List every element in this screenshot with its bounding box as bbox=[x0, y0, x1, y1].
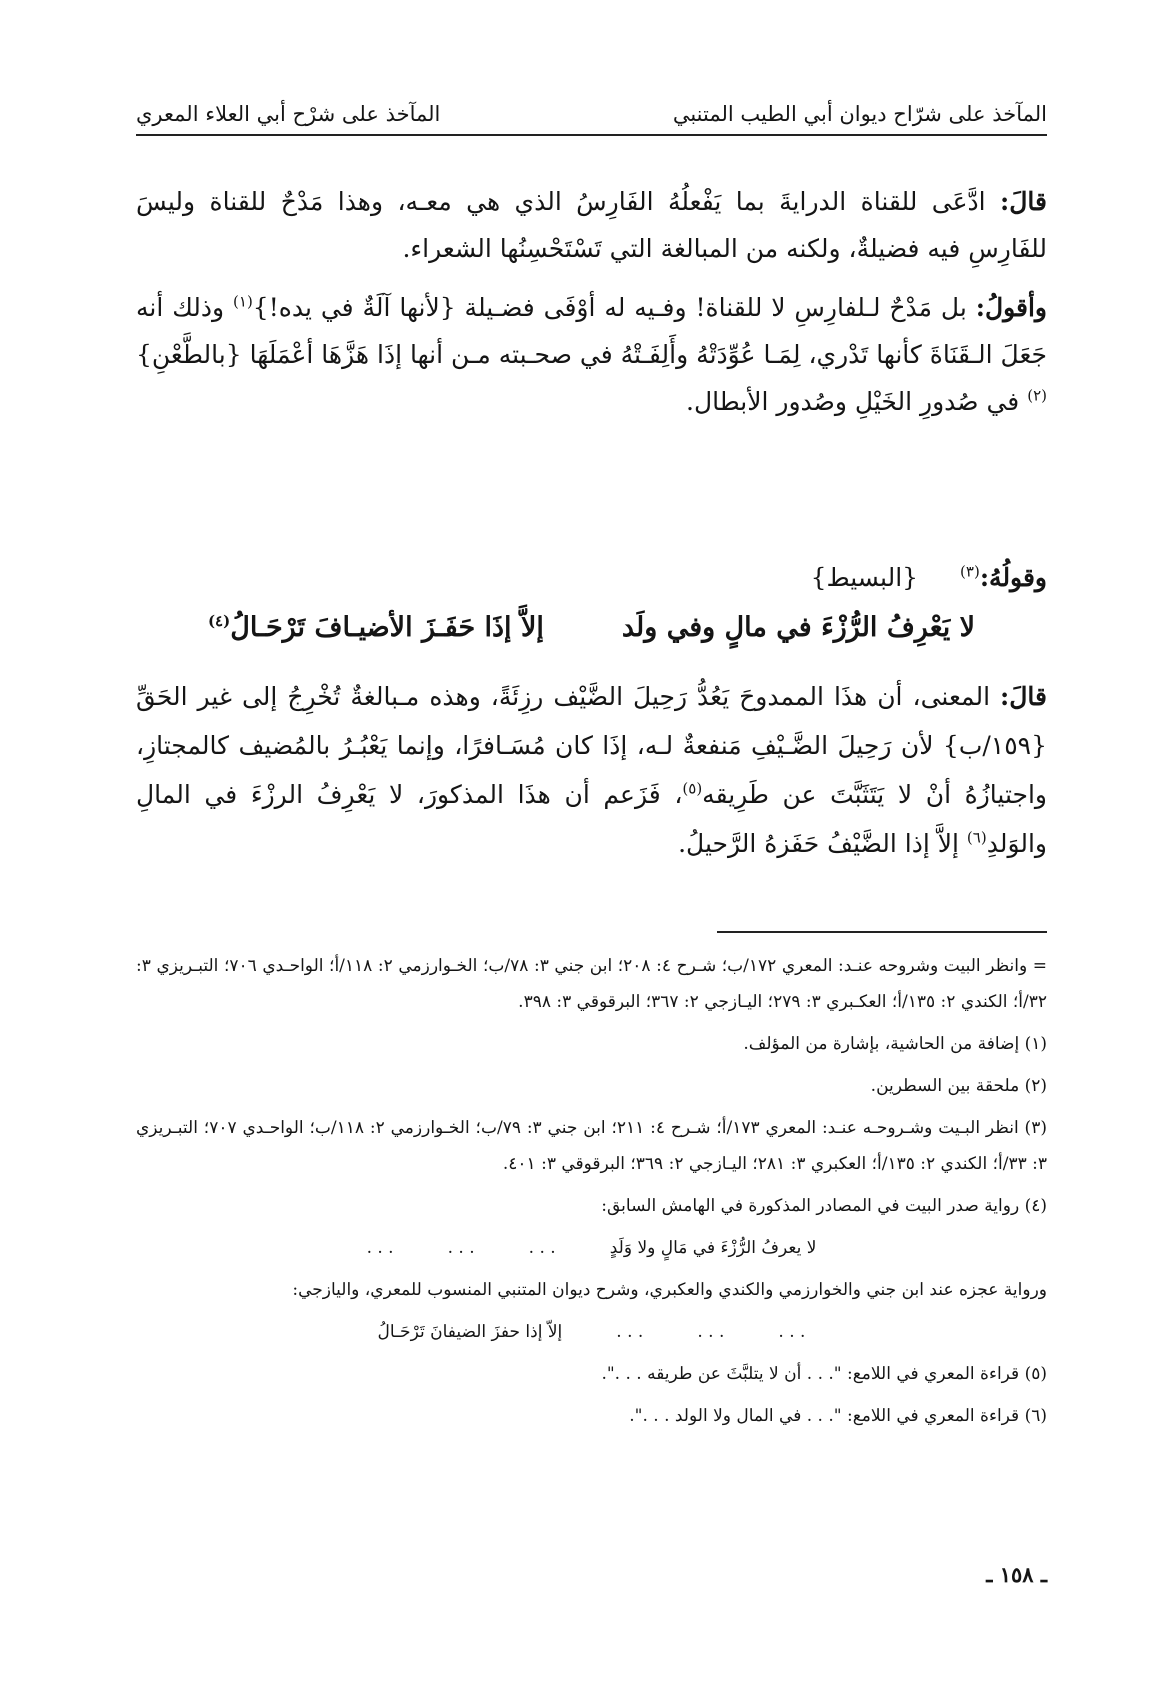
paragraph-text: في صُدورِ الخَيْلِ وصُدور الأبطال. bbox=[686, 387, 1028, 416]
paragraph-commentary bbox=[136, 672, 1047, 868]
running-header bbox=[136, 92, 1047, 136]
verse-first-hemistich: لا يَعْرِفُ الرُّزْءَ في مالٍ وفي ولَد bbox=[621, 612, 976, 643]
paragraph-text: إلاَّ إذا الضَّيْفُ حَفَزهُ الرَّحيلُ. bbox=[678, 829, 967, 858]
commentary bbox=[136, 672, 1047, 880]
footnote-marker: (٥) bbox=[682, 779, 703, 798]
footnote-marker: (٣) bbox=[960, 562, 980, 581]
verse-lead: وقولُهُ: bbox=[979, 563, 1047, 592]
verse-meter: {البسيط} bbox=[810, 563, 919, 592]
footnote-4: (٤) رواية صدر البيت في المصادر المذكورة في الهامش السابق: bbox=[601, 1196, 1047, 1216]
paragraph-text: بل مَدْحٌ لـلفارِسِ لا للقناة! وفـيه له أوْفَى فضـيلة {لأنها آلَةٌ في يده!} bbox=[252, 293, 976, 322]
main-text bbox=[136, 178, 1047, 437]
footnote-divider bbox=[717, 931, 1047, 933]
header-book-title: المآخذ على شرّاح ديوان أبي الطيب المتنبي bbox=[672, 102, 1047, 126]
paragraph-text: المعنى، أن هذَا الممدوحَ يَعُدُّ رَحِيلَ الضَّيْف رزِئَةً، وهذه مـبالغةٌ تُخْرِجُ إلى غير الحَقِّ {١٥٩/ب} لأن رَحِيلَ الضَّـيْفِ مَنفعةٌ لـه، إذَا كان مُسَـافرًا، وإنما يَعْبُـرُ بالمُضيف كالمجتازِ، واجتيازُهُ أنْ لا يَتَثَبَّتَ عن طَرِيقه bbox=[136, 682, 1047, 809]
footnote-3: (٣) انظر البـيت وشـروحـه عنـد: المعري ١٧٣/أ؛ شـرح ٤: ٢١١؛ ابن جني ٣: ٧٩/ب؛ الخـوارزمي ٢: ١١٨/ب؛ الواحـدي ٧٠٧؛ التبـريزي ٣: ٣٣/أ؛ الكندي ٢: ١٣٥/أ؛ العكبري ٣: ٢٨١؛ اليـازجي ٢: ٣٦٩؛ البرقوقي ٣: ٤٠١. bbox=[136, 1118, 1047, 1174]
page-number: ـ ١٥٨ ـ bbox=[986, 1562, 1047, 1587]
verse-intro bbox=[136, 558, 1047, 598]
verse-line bbox=[136, 612, 1047, 656]
footnote-4-quote-1: لا يعرفُ الرُّزْءَ في مَالٍ ولا وَلَدٍ . . . . . . . . . bbox=[366, 1238, 817, 1258]
footnote-marker: (٦) bbox=[966, 828, 987, 847]
footnote-marker: (٤) bbox=[207, 612, 231, 630]
paragraph-aqul bbox=[136, 284, 1047, 425]
paragraph-text: ادَّعَى للقناة الدرايةَ بما يَفْعلُهُ الفَارِسُ الذي هي معـه، وهذا مَدْحٌ للقناة وليسَ للفَارِسِ فيه فضيلةٌ، ولكنه من المبالغة التي تَسْتَحْسِنُها الشعراء. bbox=[136, 187, 1047, 263]
paragraph-lead: قالَ: bbox=[1000, 187, 1047, 216]
paragraph-lead: وأقولُ: bbox=[975, 293, 1047, 322]
footnote-continuation: = وانظر البيت وشروحه عنـد: المعري ١٧٢/ب؛ شـرح ٤: ٢٠٨؛ ابن جني ٣: ٧٨/ب؛ الخـوارزمي ٢: ١١٨/أ؛ الواحـدي ٧٠٦؛ التبـريزي ٣: ٣٢/أ؛ الكندي ٢: ١٣٥/أ؛ العكـبري ٣: ٢٧٩؛ اليـازجي ٢: ٣٦٧؛ البرقوقي ٣: ٣٩٨. bbox=[136, 956, 1048, 1012]
footnote-5: (٥) قراءة المعري في اللامع: ". . . أن لا يتلبَّثَ عن طريقه . . .". bbox=[601, 1364, 1047, 1384]
footnotes bbox=[136, 948, 1047, 1440]
header-section-title: المآخذ على شرْح أبي العلاء المعري bbox=[136, 102, 441, 126]
paragraph-lead: قالَ: bbox=[1000, 682, 1047, 711]
paragraph-text: ، فَزَعم أن هذَا المذكورَ، لا يَعْرِفُ الرزْءَ في المالِ والوَلدِ bbox=[136, 780, 1047, 858]
footnote-1: (١) إضافة من الحاشية، بإشارة من المؤلف. bbox=[743, 1034, 1047, 1054]
paragraph-qala bbox=[136, 178, 1047, 272]
verse-second-hemistich bbox=[208, 612, 544, 656]
footnote-6: (٦) قراءة المعري في اللامع: ". . . في المال ولا الولد . . .". bbox=[629, 1406, 1047, 1426]
footnote-2: (٢) ملحقة بين السطرين. bbox=[870, 1076, 1047, 1096]
paragraph-text: وذلك أنه جَعَلَ الـقَنَاةَ كأنها تَدْري، لِمَـا عُوِّدَتْهُ وأَلِفَـتْهُ في صحـبته مـن أنها إذَا هَزَّهَا أعْمَلَهَا {بالطَّعْنِ} bbox=[136, 293, 1047, 369]
footnote-marker: (٢) bbox=[1027, 386, 1047, 405]
footnote-4-continued: ورواية عجزه عند ابن جني والخوارزمي والكندي والعكبري، وشرح ديوان المتنبي المنسوب للمعري، واليازجي: bbox=[292, 1280, 1047, 1300]
footnote-4-quote-2: . . . . . . . . . إلاّ إذا حفزَ الضيفانَ تَرْحَـالُ bbox=[377, 1322, 806, 1342]
footnote-marker: (١) bbox=[233, 292, 253, 311]
verse-second-text: إلاَّ إذَا حَفَـزَ الأضيـافَ تَرْحَـالُ bbox=[230, 612, 544, 643]
